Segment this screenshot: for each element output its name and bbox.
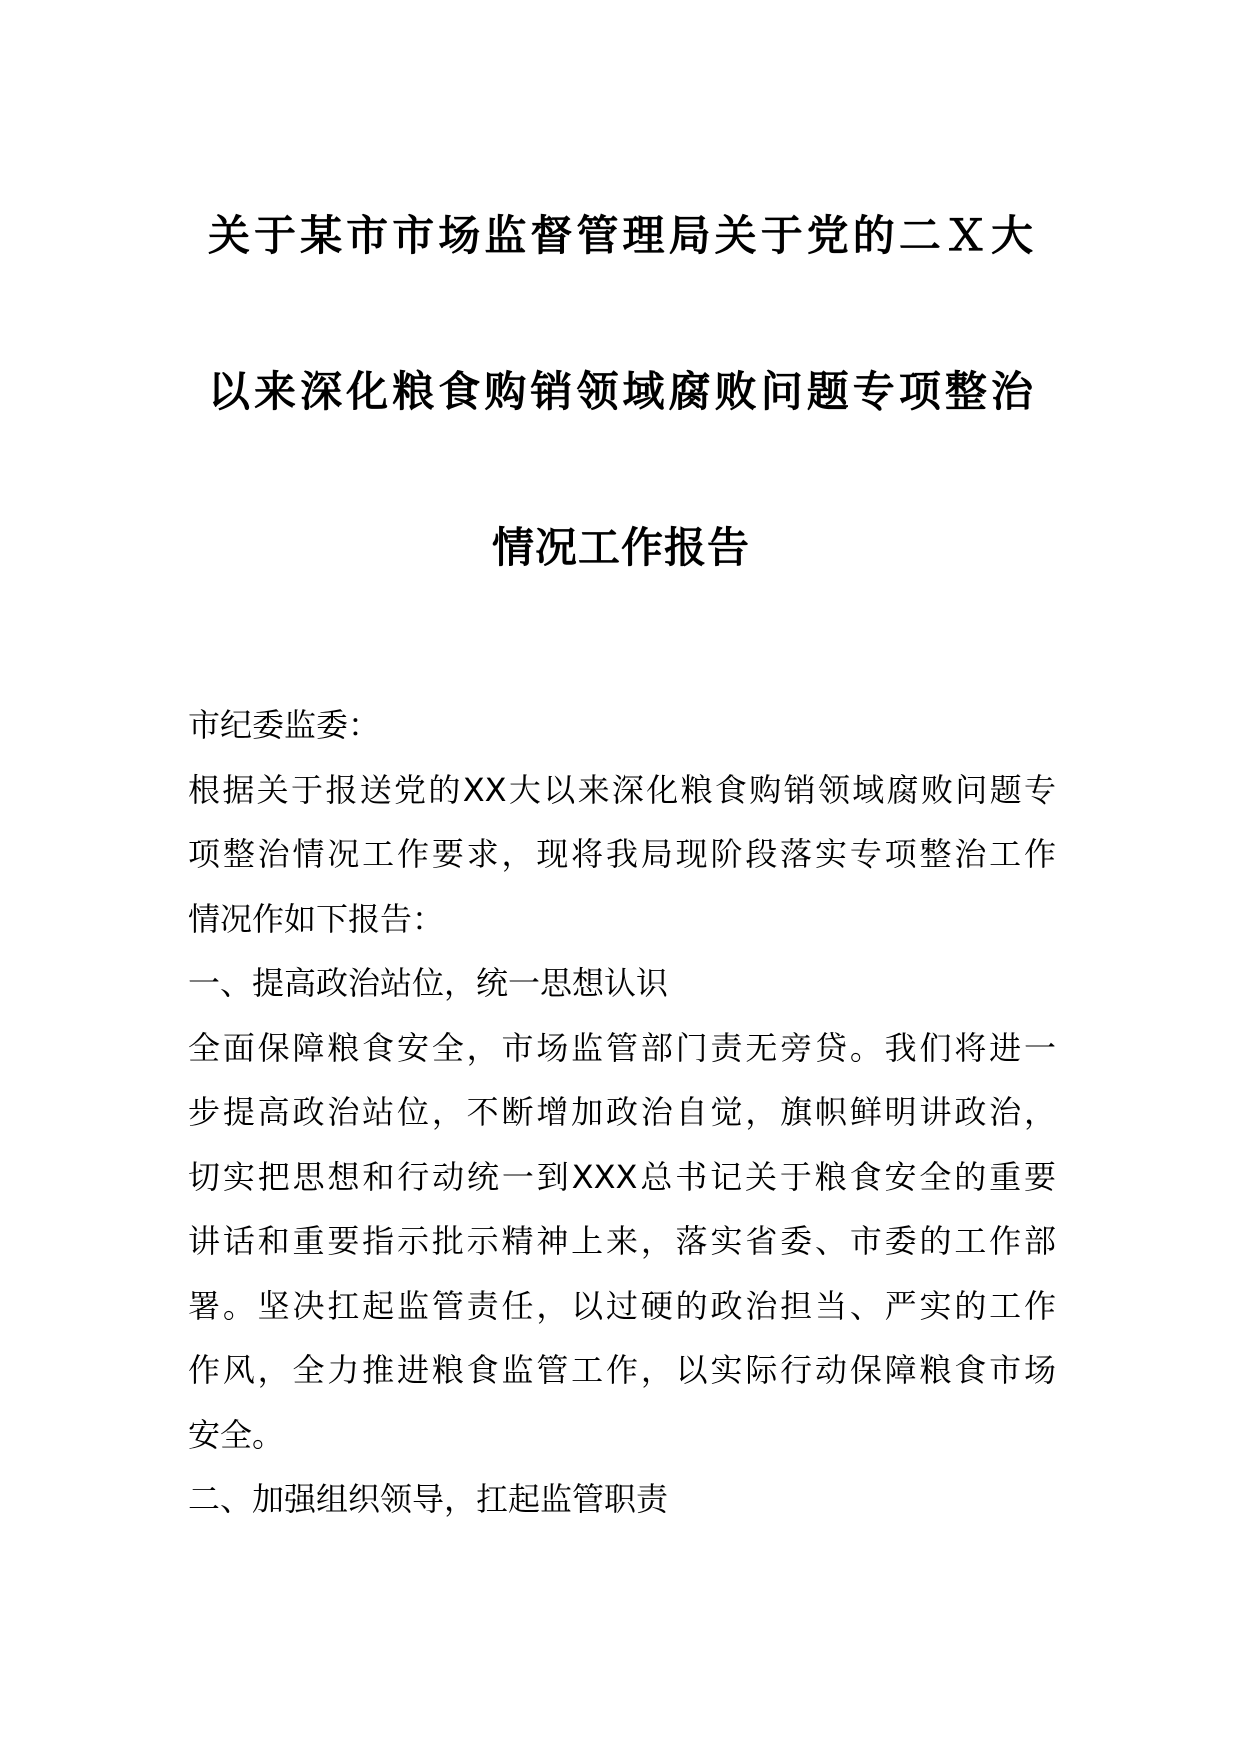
- section-2-heading: 二、加强组织领导，扛起监管职责: [188, 1480, 669, 1518]
- document-title-line-1: 关于某市市场监督管理局关于党的二Ｘ大: [208, 211, 1034, 260]
- section-1-line-2: 步提高政治站位，不断增加政治自觉，旗帜鲜明讲政治，: [188, 1093, 1056, 1131]
- intro-line-2: 项整治情况工作要求，现将我局现阶段落实专项整治工作: [188, 835, 1056, 873]
- intro-line-1: 根据关于报送党的XX大以来深化粮食购销领域腐败问题专: [188, 770, 1056, 809]
- section-1-line-4: 讲话和重要指示批示精神上来，落实省委、市委的工作部: [188, 1222, 1056, 1260]
- intro-line-3: 情况作如下报告：: [188, 899, 445, 938]
- document-title-line-2: 以来深化粮食购销领域腐败问题专项整治: [208, 367, 1034, 416]
- section-1-line-5: 署。坚决扛起监管责任，以过硬的政治担当、严实的工作: [188, 1286, 1056, 1325]
- section-1-line-6: 作风，全力推进粮食监管工作，以实际行动保障粮食市场: [188, 1351, 1056, 1389]
- salutation: 市纪委监委：: [188, 706, 381, 744]
- document-title-line-3: 情况工作报告: [491, 523, 750, 572]
- section-1-line-1: 全面保障粮食安全，市场监管部门责无旁贷。我们将进一: [188, 1028, 1056, 1067]
- section-1-line-7: 安全。: [188, 1415, 285, 1454]
- document-body: [188, 693, 1056, 1532]
- section-1-heading: 一、提高政治站位，统一思想认识: [188, 964, 669, 1002]
- section-1-line-3: 切实把思想和行动统一到XXX总书记关于粮食安全的重要: [188, 1157, 1056, 1196]
